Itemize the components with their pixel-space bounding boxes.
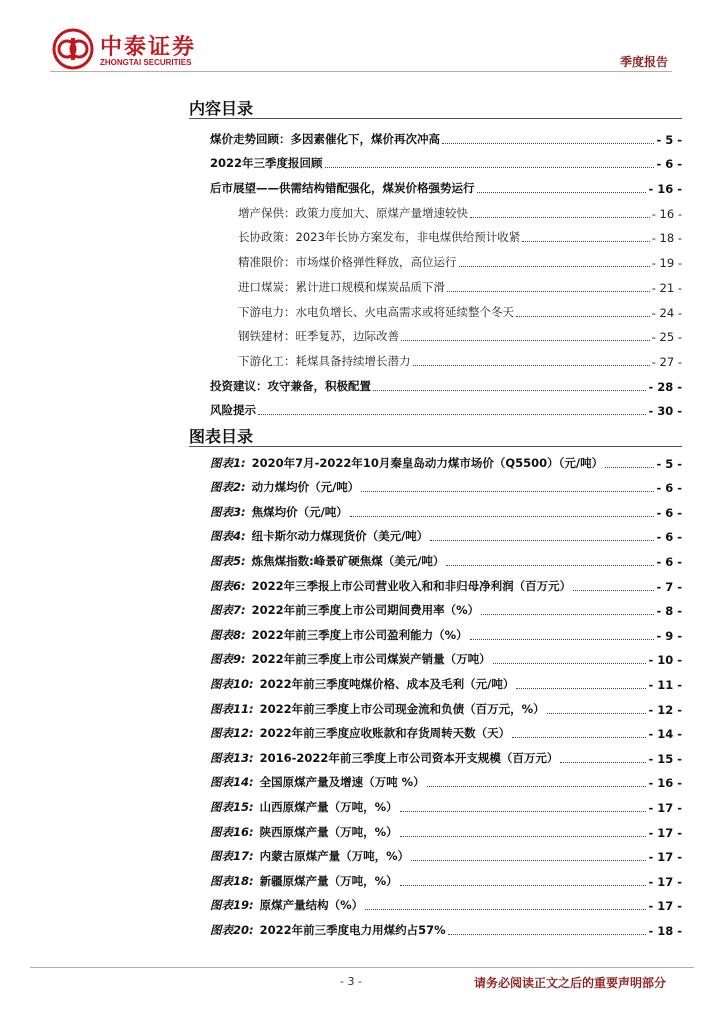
figure-entry[interactable]: [210, 618, 682, 643]
figure-title: 内蒙古原煤产量（万吨，%）: [259, 849, 410, 864]
toc-entry-page: - 19 -: [651, 256, 682, 271]
dot-leader: [413, 364, 650, 366]
dot-leader: [493, 662, 647, 664]
report-type: 季度报告: [619, 55, 668, 69]
figure-label: 图表15:: [210, 799, 254, 814]
company-name-cn: 中泰证券: [100, 35, 197, 60]
figure-page: - 8 -: [656, 604, 682, 619]
figure-label: 图表1:: [210, 455, 246, 470]
toc-title: 内容目录: [189, 99, 254, 118]
figure-title: 焦煤均价（元/吨）: [251, 504, 348, 519]
dot-leader: [522, 240, 649, 242]
toc-entry[interactable]: [210, 221, 682, 246]
figure-page: - 9 -: [656, 628, 682, 643]
figure-label: 图表16:: [210, 824, 254, 839]
figure-page: - 18 -: [648, 923, 682, 938]
dot-leader: [442, 142, 654, 144]
figure-entry[interactable]: [210, 471, 682, 496]
toc-entry-text: 2022年三季度报回顾: [210, 156, 323, 171]
figure-label: 图表20:: [210, 922, 254, 937]
figure-entry[interactable]: [210, 889, 682, 914]
figure-title: 2022年前三季度上市公司盈利能力（%）: [251, 627, 468, 642]
figure-page: - 14 -: [648, 727, 682, 742]
toc-entry[interactable]: [210, 270, 682, 295]
toc-entry-page: - 21 -: [651, 280, 682, 295]
figure-page: - 17 -: [648, 850, 682, 865]
dot-leader: [411, 859, 646, 861]
toc-entry-text: 风险提示: [210, 403, 256, 418]
dot-leader: [400, 835, 647, 837]
dot-leader: [481, 613, 654, 615]
toc-entry[interactable]: [210, 344, 682, 369]
toc-entry-page: - 5 -: [656, 132, 682, 147]
toc-entry-text: 增产保供：政策力度加大、原煤产量增速较快: [238, 205, 468, 220]
figure-entry[interactable]: [210, 667, 682, 692]
figure-label: 图表3:: [210, 504, 246, 519]
dot-leader: [365, 908, 646, 910]
figure-title: 原煤产量结构（%）: [259, 898, 364, 913]
toc-entry-text: 煤价走势回顾：多因素催化下，煤价再次冲高: [210, 131, 440, 146]
toc-entry-page: - 18 -: [651, 231, 682, 246]
dot-leader: [605, 466, 654, 468]
page-number: - 3 -: [340, 975, 362, 988]
dot-leader: [400, 884, 647, 886]
figure-label: 图表12:: [210, 726, 254, 741]
dot-leader: [516, 687, 646, 689]
dot-leader: [446, 564, 654, 566]
dot-leader: [516, 315, 650, 317]
company-name-en: ZHONGTAI SECURITIES: [100, 58, 192, 67]
figure-page: - 17 -: [648, 899, 682, 914]
figure-title: 2022年前三季度上市公司现金流和负债（百万元，%）: [259, 701, 545, 716]
toc-entry-text: 钢铁建材：旺季复苏，边际改善: [238, 329, 399, 344]
toc-entry-text: 长协政策：2023年长协方案发布，非电煤供给预计收紧: [238, 230, 521, 245]
figure-title: 炼焦煤指数:峰景矿硬焦煤（美元/吨）: [251, 553, 445, 568]
toc-title-rule: [189, 118, 682, 119]
figure-page: - 17 -: [648, 800, 682, 815]
figure-entry[interactable]: [210, 594, 682, 619]
figure-label: 图表13:: [210, 750, 254, 765]
toc-entry-text: 投资建议：攻守兼备，积极配置: [210, 378, 371, 393]
toc-entry-page: - 25 -: [651, 330, 682, 345]
toc-entry-page: - 24 -: [651, 305, 682, 320]
figure-title: 2022年前三季度电力用煤约占57%: [259, 922, 446, 937]
dot-leader: [512, 736, 646, 738]
figure-page: - 11 -: [648, 677, 682, 692]
table-of-contents: [210, 122, 682, 418]
toc-entry-text: 下游化工：耗煤具备持续增长潜力: [238, 353, 411, 368]
figure-label: 图表6:: [210, 578, 246, 593]
figure-label: 图表7:: [210, 603, 246, 618]
figure-label: 图表9:: [210, 652, 246, 667]
toc-entry[interactable]: [210, 171, 682, 196]
toc-entry-text: 下游电力：水电负增长、火电高需求或将延续整个冬天: [238, 304, 514, 319]
figure-page: - 17 -: [648, 825, 682, 840]
figure-entry[interactable]: [210, 446, 682, 471]
toc-entry[interactable]: [210, 196, 682, 221]
footer-divider: [30, 967, 694, 968]
figure-entry[interactable]: [210, 913, 682, 938]
figure-entry[interactable]: [210, 790, 682, 815]
toc-entry-page: - 27 -: [651, 354, 682, 369]
figure-title: 动力煤均价（元/吨）: [251, 480, 360, 495]
figure-entry[interactable]: [210, 741, 682, 766]
figure-label: 图表4:: [210, 529, 246, 544]
toc-entry-text: 精准限价：市场煤价格弹性释放，高位运行: [238, 255, 457, 270]
figure-page: - 6 -: [656, 530, 682, 545]
disclaimer: 请务必阅读正文之后的重要声明部分: [473, 976, 666, 990]
figure-title: 新疆原煤产量（万吨，%）: [259, 873, 398, 888]
figure-entry[interactable]: [210, 815, 682, 840]
dot-leader: [373, 389, 646, 391]
company-logo: [52, 28, 232, 72]
page-header: [0, 0, 724, 80]
figure-label: 图表11:: [210, 701, 254, 716]
figure-title: 纽卡斯尔动力煤现货价（美元/吨）: [251, 529, 429, 544]
figure-title: 2022年三季报上市公司营业收入和和非归母净利润（百万元）: [251, 578, 572, 593]
toc-entry[interactable]: [210, 369, 682, 394]
toc-entry-text: 后市展望——供需结构错配强化，煤炭价格强势运行: [210, 181, 475, 196]
figure-list: [210, 446, 682, 938]
figure-entry[interactable]: [210, 766, 682, 791]
dot-leader: [470, 216, 650, 218]
figure-entry[interactable]: [210, 495, 682, 520]
dot-leader: [325, 166, 655, 168]
figure-page: - 7 -: [656, 579, 682, 594]
figure-label: 图表5:: [210, 553, 246, 568]
dot-leader: [547, 712, 647, 714]
figure-entry[interactable]: [210, 569, 682, 594]
figure-label: 图表17:: [210, 849, 254, 864]
figure-label: 图表2:: [210, 480, 246, 495]
figure-page: - 12 -: [648, 702, 682, 717]
toc-entry-page: - 16 -: [651, 206, 682, 221]
figure-page: - 6 -: [656, 554, 682, 569]
dot-leader: [448, 933, 647, 935]
figure-title: 2022年前三季度上市公司煤炭产销量（万吨）: [251, 652, 491, 667]
figure-title: 2022年前三季度应收账款和存货周转天数（天）: [259, 726, 511, 741]
figure-title: 山西原煤产量（万吨，%）: [259, 799, 398, 814]
dot-leader: [573, 589, 654, 591]
figures-title: 图表目录: [189, 427, 254, 446]
dot-leader: [447, 290, 650, 292]
figure-entry[interactable]: [210, 643, 682, 668]
figure-entry[interactable]: [210, 520, 682, 545]
figure-title: 2016-2022年前三季度上市公司资本开支规模（百万元）: [259, 750, 559, 765]
toc-entry-page: - 16 -: [648, 182, 682, 197]
figure-page: - 16 -: [648, 776, 682, 791]
figure-page: - 10 -: [648, 653, 682, 668]
figure-page: - 15 -: [648, 751, 682, 766]
dot-leader: [459, 265, 650, 267]
dot-leader: [401, 339, 650, 341]
figure-entry[interactable]: [210, 692, 682, 717]
figure-label: 图表19:: [210, 898, 254, 913]
toc-entry[interactable]: [210, 320, 682, 345]
figure-title: 全国原煤产量及增速（万吨 %）: [259, 775, 425, 790]
toc-entry-page: - 6 -: [656, 157, 682, 172]
toc-entry-page: - 30 -: [648, 404, 682, 419]
logo-mark-icon: [52, 28, 94, 70]
figure-title: 2022年前三季度吨煤价格、成本及毛利（元/吨）: [259, 676, 515, 691]
figure-entry[interactable]: [210, 717, 682, 742]
dot-leader: [350, 515, 655, 517]
dot-leader: [361, 490, 654, 492]
dot-leader: [430, 539, 654, 541]
toc-entry[interactable]: [210, 245, 682, 270]
dot-leader: [477, 191, 647, 193]
figure-page: - 5 -: [656, 456, 682, 471]
figure-entry[interactable]: [210, 864, 682, 889]
dot-leader: [258, 413, 646, 415]
toc-entry[interactable]: [210, 394, 682, 419]
dot-leader: [400, 810, 647, 812]
figure-entry[interactable]: [210, 544, 682, 569]
figure-title: 2020年7月-2022年10月秦皇岛动力煤市场价（Q5500）（元/吨）: [251, 455, 604, 470]
figure-title: 2022年前三季度上市公司期间费用率（%）: [251, 603, 480, 618]
figure-entry[interactable]: [210, 840, 682, 865]
figure-page: - 17 -: [648, 874, 682, 889]
figure-page: - 6 -: [656, 505, 682, 520]
dot-leader: [427, 785, 647, 787]
toc-entry[interactable]: [210, 295, 682, 320]
figure-label: 图表18:: [210, 873, 254, 888]
toc-entry-text: 进口煤炭：累计进口规模和煤炭品质下滑: [238, 279, 445, 294]
dot-leader: [470, 638, 655, 640]
figure-title: 陕西原煤产量（万吨，%）: [259, 824, 398, 839]
toc-entry[interactable]: [210, 122, 682, 147]
header-divider: [50, 71, 672, 72]
figure-label: 图表14:: [210, 775, 254, 790]
toc-entry-page: - 28 -: [648, 379, 682, 394]
dot-leader: [560, 761, 646, 763]
toc-entry[interactable]: [210, 147, 682, 172]
figure-label: 图表10:: [210, 676, 254, 691]
figure-page: - 6 -: [656, 481, 682, 496]
figure-label: 图表8:: [210, 627, 246, 642]
